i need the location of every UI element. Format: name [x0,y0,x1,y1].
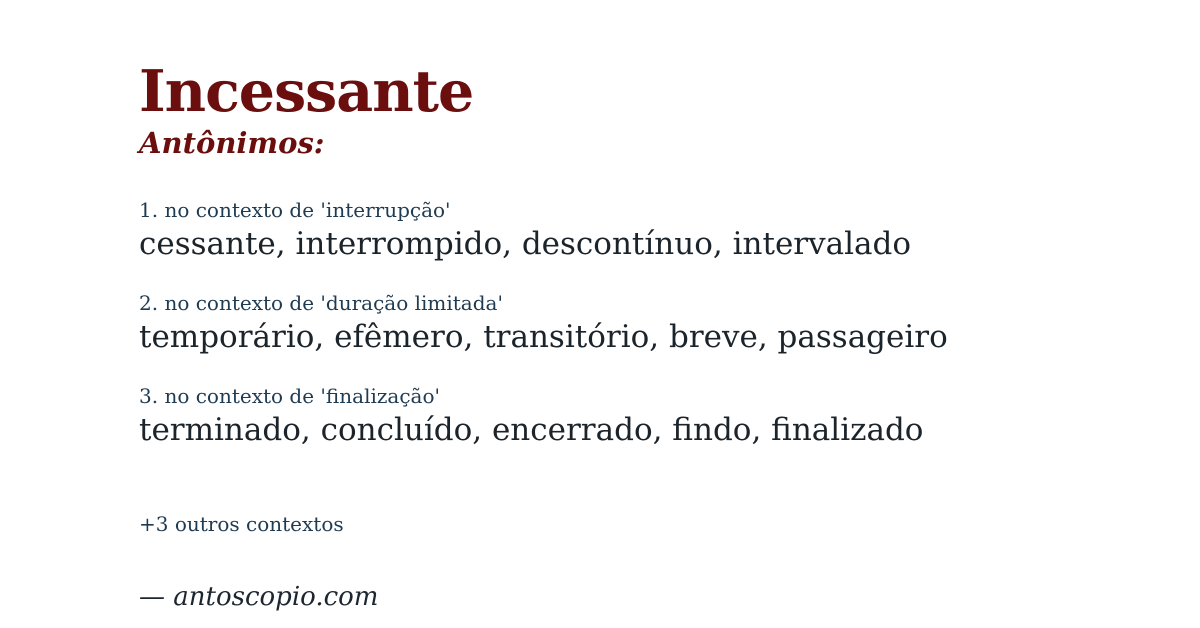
context-label-2: 2. no contexto de 'duração limitada' [139,291,503,316]
antonyms-subtitle: Antônimos: [139,125,325,160]
antonym-words-2: temporário, efêmero, transitório, breve, passageiro [139,319,948,356]
antonym-section-1 [139,198,1140,264]
context-label-3: 3. no contexto de 'finalização' [139,384,440,409]
antonym-words-1: cessante, interrompido, descontínuo, intervalado [139,225,912,262]
page-title: Incessante [139,58,474,125]
antonym-section-3 [139,384,1140,450]
more-contexts-link[interactable]: +3 outros contextos [139,511,344,536]
antonym-section-2 [139,291,1140,357]
context-label-1: 1. no contexto de 'interrupção' [139,197,451,222]
antonym-words-3: terminado, concluído, encerrado, findo, finalizado [139,412,924,449]
site-attribution: — antoscopio.com [139,581,379,612]
antonym-sections [139,198,1140,451]
